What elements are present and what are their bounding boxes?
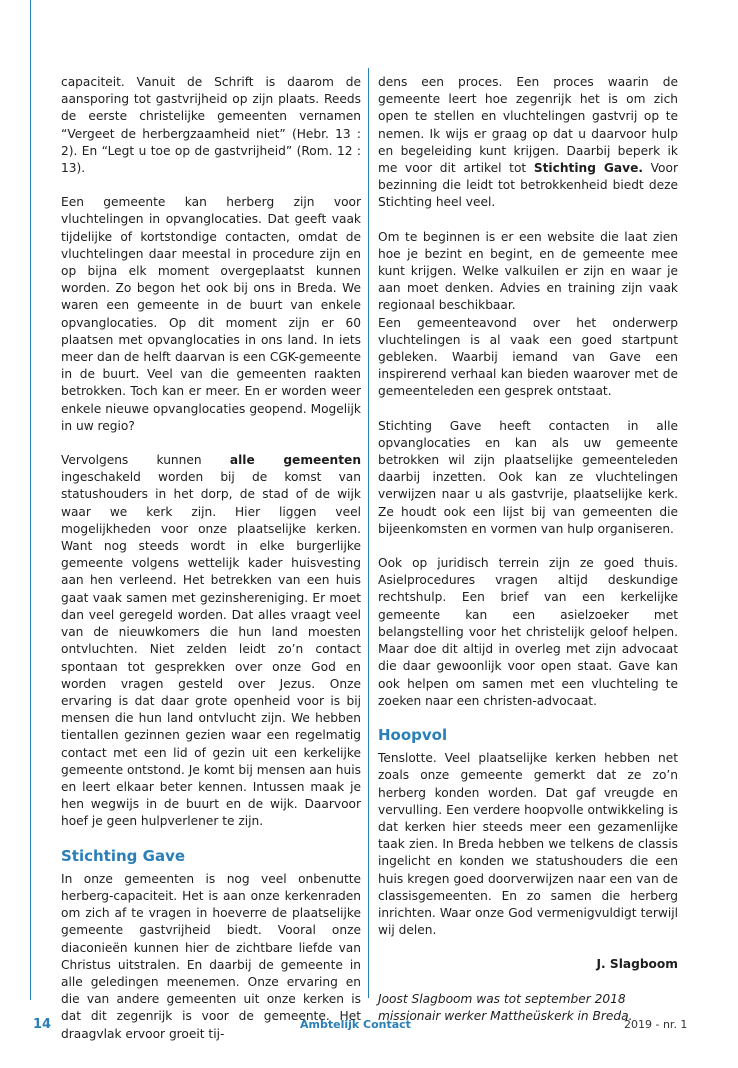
right-column [378, 74, 678, 1042]
author-note: Joost Slagboom was tot september 2018 missionair werker Mattheüskerk in Breda. [378, 991, 633, 1023]
paragraph: Ook op juridisch terrein zijn ze goed thuis. Asielprocedures vragen altijd deskundige rechtshulp. Een brief van een kerkelijke gemeente kan een asielzoeker met belangstelling voor het christelijk geloof helpen. Maar doe dit altijd in overleg met zijn advocaat die daar gewoonlijk voor open staat. Gave kan ook helpen om samen met een vluchteling te zoeken naar een christen-advocaat. [378, 556, 678, 708]
section-heading: Stichting Gave [61, 846, 186, 865]
paragraph: Om te beginnen is er een website die laat zien hoe je bezint en begint, en de gemeente mee kunt krijgen. Welke valkuilen er zijn en waar je aan moet denken. Advies en training zijn vaak regionaal beschikbaar. [378, 229, 678, 313]
text-run: Voor bezinning die leidt tot betrokkenheid biedt deze Stichting heel veel. [378, 161, 678, 210]
page-number: 14 [33, 1017, 52, 1032]
text-run: ingeschakeld worden bij de komst van statushouders in het dorp, de stad of de wijk waar we kerk zijn. Hier liggen veel mogelijkheden voor onze plaatselijke kerken. Want nog steeds wordt in elke burgerlijke gemeente volgens wettelijk kader huisvesting aan hen verleend. Het betrekken van een huis gaat vaak samen met gezinshereniging. Er moet dan veel geregeld worden. Dat alles vraagt veel van de nieuwkomers die hun land moesten ontvluchten. Niet zelden leidt zo’n contact spontaan tot gesprekken over onze God en worden vragen gesteld over Jezus. Onze ervaring is dat daar grote openheid voor is bij mensen die hun land ontvlucht zijn. We hebben tientallen gezinnen gezien waar een regelmatig contact met een lid of gezin uit een kerkelijke gemeente ontstond. Je komt bij mensen aan huis en leert elkaar beter kennen. Intussen maak je hen wegwijs in de buurt en de wijk. Daarvoor hoef je geen hulpverlener te zijn. [61, 470, 361, 829]
left-margin-rule [30, 0, 31, 1000]
left-column [61, 74, 361, 1043]
author-signature: J. Slagboom [596, 957, 678, 972]
page-footer [0, 1015, 738, 1035]
paragraph: Tenslotte. Veel plaatselijke kerken hebben net zoals onze gemeente gemerkt dat ze zo’n herberg konden worden. Dat gaf vreugde en vervulling. Een verdere hoopvolle ontwikkeling is dat kerken hier steeds meer een gezamenlijke taak zien. In Breda hebben we telkens de classis ingelicht en konden we statushouders die een huis kregen goed doorverwijzen naar een van de classisgemeenten. En zo samen die herberg inrichten. Waar onze God vermenigvuldigt terwijl wij delen. [378, 751, 678, 938]
column-divider [368, 68, 369, 998]
bold-text: Stichting Gave. [533, 161, 644, 176]
paragraph [61, 452, 361, 830]
text-run: Vervolgens kunnen [61, 453, 230, 468]
paragraph: Een gemeenteavond over het onderwerp vluchtelingen is al vaak een goed startpunt gebleken. Waarbij iemand van Gave een inspirerend verhaal kan bieden waarover met de gemeenteleden een gesprek ontstaat. [378, 315, 678, 399]
text-run: dens een proces. Een proces waarin de gemeente leert hoe zegenrijk het is om zich open te stellen en vluchtelingen gastvrij op te nemen. Ik wijs er graag op dat u daarvoor hulp en begeleiding kunt krijgen. Daarbij beperk ik me voor dit artikel tot [378, 75, 678, 176]
paragraph [378, 74, 678, 212]
section-heading: Hoopvol [378, 725, 448, 744]
paragraph: In onze gemeenten is nog veel onbenutte herberg-capaciteit. Het is aan onze kerkenraden om zich af te vragen in hoeverre de plaatselijke gemeente gastvrijheid biedt. Vooral onze diaconieën kunnen hier de zichtbare liefde van Christus uitstralen. En daarbij de gemeente in alle geledingen meenemen. Onze ervaring en die van andere gemeenten uit onze kerken is dat dit zegenrijk is voor de gemeente. Het draagvlak ervoor groeit tij- [61, 871, 361, 1041]
issue-label: 2019 - nr. 1 [624, 1018, 688, 1031]
publication-name: Ambtelijk Contact [300, 1018, 411, 1031]
paragraph: Een gemeente kan herberg zijn voor vluchtelingen in opvanglocaties. Dat geeft vaak tijdelijke of kortstondige contacten, omdat de vluchtelingen daar meestal in procedure zijn en op bijna elk moment overgeplaatst kunnen worden. Zo begon het ook bij ons in Breda. We waren een gemeente in de buurt van enkele opvanglocaties. Op dit moment zijn er 60 plaatsen met opvanglocaties in ons land. In iets meer dan de helft daarvan is een CGK-gemeente in de buurt. Veel van die gemeenten raakten betrokken. Toch kan er meer. En er worden weer enkele nieuwe opvanglocaties geopend. Mogelijk in uw regio? [61, 195, 361, 433]
paragraph: Stichting Gave heeft contacten in alle opvanglocaties en kan als uw gemeente betrokken wil zijn plaatselijke gemeenteleden daarbij inzetten. Ook kan ze vluchtelingen verwijzen naar u als gastvrije, plaatselijke kerk. Ze houdt ook een lijst bij van gemeenten die bijeenkomsten en vormen van hulp organiseren. [378, 418, 678, 536]
paragraph: capaciteit. Vanuit de Schrift is daarom de aansporing tot gastvrijheid op zijn plaats. Reeds de eerste christelijke gemeenten vernamen “Vergeet de herbergzaamheid niet” (Hebr. 13 : 2). En “Legt u toe op de gastvrijheid” (Rom. 12 : 13). [61, 75, 361, 176]
bold-text: alle gemeenten [229, 453, 361, 468]
